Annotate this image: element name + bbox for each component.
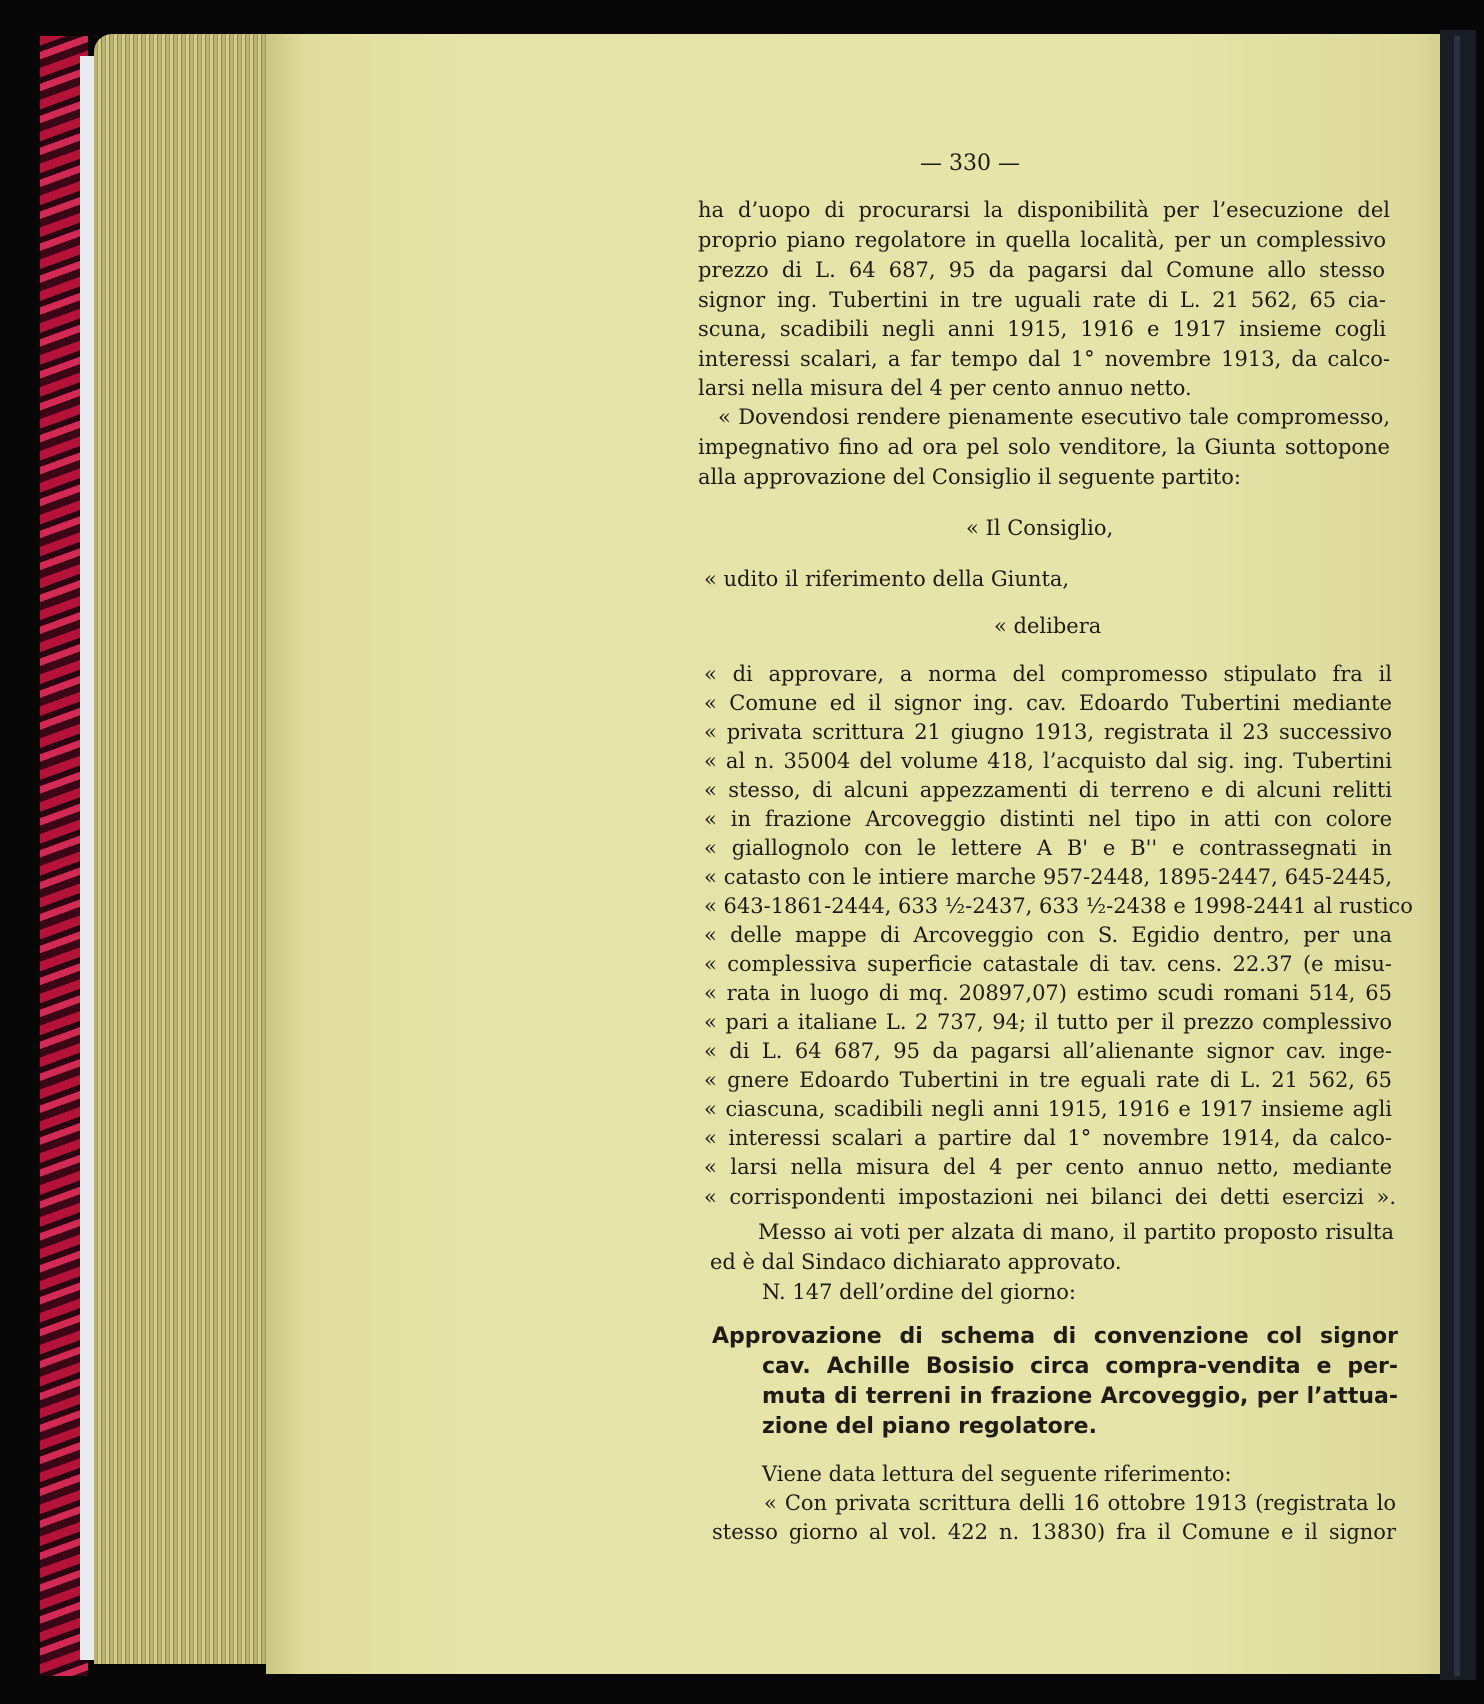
binding-edge [80, 56, 94, 1660]
text-line: prezzo di L. 64 687, 95 da pagarsi dal Comune allo stesso [698, 258, 1385, 282]
section-heading: Approvazione di schema di convenzione col signor [712, 1324, 1398, 1349]
text-line: « corrispondenti impostazioni nei bilanci dei detti esercizi ». [704, 1185, 1396, 1209]
text-line: « udito il riferimento della Giunta, [704, 567, 1070, 591]
text-line: « di approvare, a norma del compromesso stipulato fra il [704, 662, 1392, 686]
text-line: larsi nella misura del 4 per cento annuo netto. [698, 376, 1192, 400]
text-line: Messo ai voti per alzata di mano, il partito proposto risulta [758, 1220, 1394, 1244]
text-line: proprio piano regolatore in quella località, per un complessivo [698, 228, 1386, 252]
text-line: « interessi scalari a partire dal 1° novembre 1914, da calco- [704, 1126, 1392, 1150]
text-line: « larsi nella misura del 4 per cento annuo netto, mediante [704, 1155, 1392, 1179]
text-line: « Comune ed il signor ing. cav. Edoardo Tubertini mediante [704, 691, 1392, 715]
text-line: Viene data lettura del seguente riferimento: [762, 1462, 1232, 1486]
text-line: stesso giorno al vol. 422 n. 13830) fra il Comune e il signor [712, 1520, 1396, 1544]
text-line: « delibera [994, 614, 1102, 638]
text-line: scuna, scadibili negli anni 1915, 1916 e 1917 insieme cogli [698, 317, 1386, 341]
text-line: signor ing. Tubertini in tre uguali rate di L. 21 562, 65 cia- [698, 288, 1386, 312]
text-line: impegnativo fino ad ora pel solo venditore, la Giunta sottopone [698, 435, 1390, 459]
text-line: alla approvazione del Consiglio il seguente partito: [698, 465, 1241, 489]
text-line: ed è dal Sindaco dichiarato approvato. [710, 1250, 1122, 1274]
text-line: « privata scrittura 21 giugno 1913, registrata il 23 successivo [704, 720, 1392, 744]
text-line: interessi scalari, a far tempo dal 1° novembre 1913, da calco- [698, 347, 1390, 371]
text-line: « Il Consiglio, [966, 516, 1114, 540]
section-heading: cav. Achille Bosisio circa compra-vendita e per- [762, 1354, 1398, 1379]
text-line: ha d’uopo di procurarsi la disponibilità per l’esecuzione del [698, 198, 1390, 222]
text-line: « Con privata scrittura delli 16 ottobre 1913 (registrata lo [764, 1491, 1396, 1515]
text-line: « delle mappe di Arcoveggio con S. Egidio dentro, per una [704, 923, 1392, 947]
text-line: « al n. 35004 del volume 418, l’acquisto dal sig. ing. Tubertini [704, 749, 1392, 773]
text-line: « Dovendosi rendere pienamente esecutivo tale compromesso, [718, 405, 1390, 429]
text-line: « giallognolo con le lettere A B' e B'' e contrassegnati in [704, 836, 1392, 860]
text-line: N. 147 dell’ordine del giorno: [762, 1280, 1076, 1304]
text-line: « 643-1861-2444, 633 ½-2437, 633 ½-2438 e 1998-2441 al rustico [704, 894, 1413, 918]
page-number: — 330 — [920, 151, 1020, 176]
text-line: « ciascuna, scadibili negli anni 1915, 1916 e 1917 insieme agli [704, 1097, 1392, 1121]
text-line: « stesso, di alcuni appezzamenti di terreno e di alcuni relitti [704, 778, 1392, 802]
text-line: « complessiva superficie catastale di tav. cens. 22.37 (e misu- [704, 952, 1392, 976]
right-strip [1454, 36, 1460, 1676]
section-heading: zione del piano regolatore. [762, 1414, 1097, 1439]
text-line: « di L. 64 687, 95 da pagarsi all’alienante signor cav. inge- [704, 1039, 1392, 1063]
text-line: « in frazione Arcoveggio distinti nel tipo in atti con colore [704, 807, 1392, 831]
text-line: « gnere Edoardo Tubertini in tre eguali rate di L. 21 562, 65 [704, 1068, 1392, 1092]
page-edges [94, 34, 272, 1664]
text-line: « catasto con le intiere marche 957-2448, 1895-2447, 645-2445, [704, 865, 1392, 889]
section-heading: muta di terreni in frazione Arcoveggio, per l’attua- [762, 1384, 1398, 1409]
text-line: « pari a italiane L. 2 737, 94; il tutto per il prezzo complessivo [704, 1010, 1392, 1034]
text-line: « rata in luogo di mq. 20897,07) estimo scudi romani 514, 65 [704, 981, 1392, 1005]
